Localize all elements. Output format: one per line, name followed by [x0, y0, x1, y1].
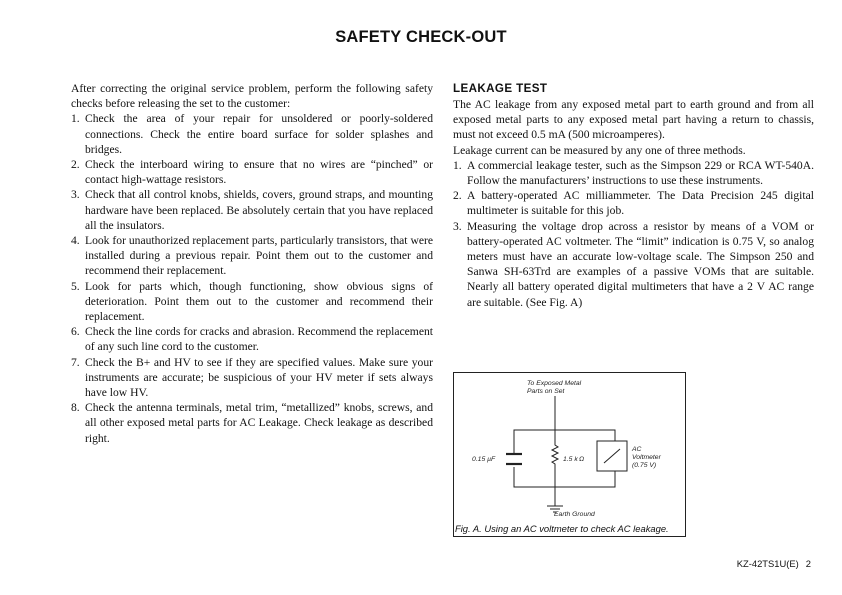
safety-checks-column [71, 81, 433, 446]
list-item: 4. Look for unauthorized replacement parts, particularly transistors, that were installed during a previous repair. Point them out to the customer and recommend their replacement. [71, 234, 433, 278]
leakage-test-column [453, 81, 814, 310]
capacitor-label: 0.15 µF [472, 456, 496, 463]
list-item: 3. Check that all control knobs, shields, covers, ground straps, and mounting hardware have been replaced. Be absolutely certain that you have replaced all the insulators. [71, 188, 433, 232]
top-label-line-1: To Exposed Metal [527, 380, 582, 387]
leakage-method-list [453, 158, 814, 310]
intro-paragraph: After correcting the original service problem, perform the following safety checks before releasing the set to the customer: [71, 82, 433, 111]
resistor [552, 430, 558, 487]
list-item: 2. A battery-operated AC milliammeter. The Data Precision 245 digital multimeter is suitable for this job. [453, 189, 814, 218]
leakage-circuit-diagram [454, 373, 687, 538]
figure-caption: Fig. A. Using an AC voltmeter to check AC leakage. [455, 523, 669, 534]
page-footer [730, 558, 811, 569]
leakage-paragraph: The AC leakage from any exposed metal part to earth ground and from all exposed metal parts to any exposed metal part having a return to chassis, must not exceed 0.5 mA (500 microamperes). [453, 98, 814, 142]
resistor-label: 1.5 k [563, 456, 578, 463]
list-item: 5. Look for parts which, though functioning, show obvious signs of deterioration. Point them out to the customer and recommend their replacement. [71, 279, 433, 324]
list-item: 1. A commercial leakage tester, such as the Simpson 229 or RCA WT-540A. Follow the manufacturers’ instructions to use these instruments. [453, 158, 814, 188]
list-item: 2. Check the interboard wiring to ensure that no wires are “pinched” or contact high-wattage resistors. [71, 158, 433, 187]
methods-paragraph: Leakage current can be measured by any one of three methods. [453, 143, 746, 157]
leakage-test-figure [453, 372, 686, 537]
meter-label-line-2: Voltmeter [632, 454, 661, 461]
meter-label-line-1: AC [632, 446, 642, 453]
list-item: 3. Measuring the voltage drop across a resistor by means of a VOM or battery-operated AC voltmeter. The “limit” indication is 0.75 V, so analog meters must have an accurate low-voltage scale. The Simpson 250 and Sanwa SH-63Trd are examples of a passive VOMs that are suitable. Nearly all battery operated digital multimeters that have a 2 V AC range are suitable. (See Fig. A) [453, 219, 814, 309]
leakage-test-heading: LEAKAGE TEST [453, 82, 548, 95]
model-number: KZ-42TS1U(E) [736, 558, 799, 569]
ohm-symbol: Ω [579, 456, 585, 463]
list-item: 7. Check the B+ and HV to see if they are specified values. Make sure your instruments are accurate; be suspicious of your HV meter if sets always have low HV. [71, 355, 433, 400]
list-item: 1. Check the area of your repair for unsoldered or poorly-soldered connections. Check the entire board surface for solder splashes and bridges. [71, 112, 433, 156]
list-item: 6. Check the line cords for cracks and abrasion. Recommend the replacement of any such line cord to the customer. [71, 325, 433, 354]
page-number: 2 [805, 558, 811, 569]
page-title: SAFETY CHECK-OUT [335, 28, 507, 46]
meter-label-line-3: (0.75 V) [632, 462, 657, 469]
safety-check-list [71, 111, 433, 445]
top-label-line-2: Parts on Set [527, 388, 565, 395]
list-item: 8. Check the antenna terminals, metal trim, “metallized” knobs, screws, and all other exposed metal parts for AC Leakage. Check leakage as described right. [71, 401, 433, 445]
ground-label: Earth Ground [554, 511, 595, 518]
